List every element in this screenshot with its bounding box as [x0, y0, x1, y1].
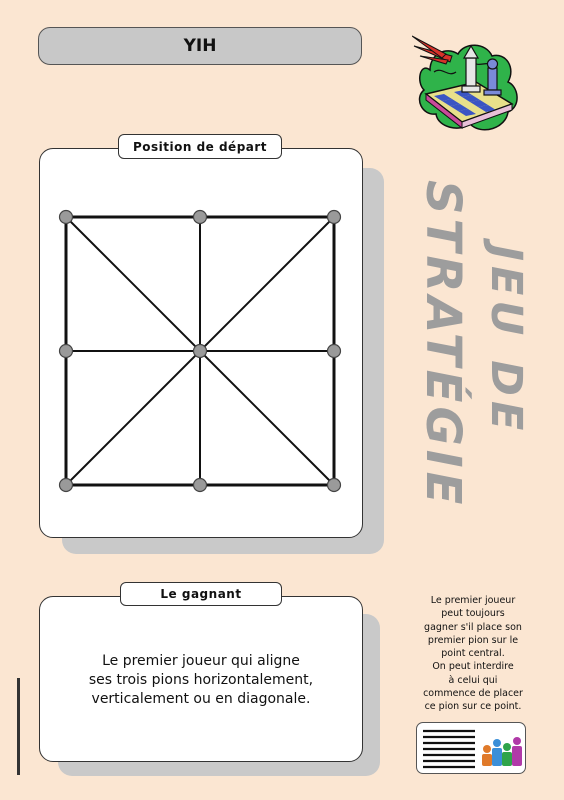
note-line: à celui qui [448, 674, 498, 686]
note-line: commence de placer [423, 688, 523, 700]
chess-board-logo-icon [412, 32, 522, 144]
players-badge-graphic [417, 723, 525, 773]
page-title: YIH [183, 36, 217, 56]
note-line: ce pion sur ce point. [424, 701, 522, 713]
side-title-line1: JEU DE [481, 245, 531, 436]
note-line: point central. [441, 648, 505, 660]
note-line: gagner s'il place son [424, 621, 522, 633]
winner-label [120, 582, 282, 606]
board-point-center[interactable] [194, 345, 207, 358]
yih-game-board [52, 203, 348, 499]
board-point-middle-left[interactable] [60, 345, 73, 358]
winner-rule-line: Le premier joueur qui aligne [102, 653, 300, 669]
board-point-bottom-right[interactable] [328, 479, 341, 492]
winner-rule-line: verticalement ou en diagonale. [91, 691, 311, 707]
winner-rule-text [40, 652, 362, 709]
players-icon [482, 737, 522, 766]
margin-mark [17, 678, 20, 775]
board-point-bottom-center[interactable] [194, 479, 207, 492]
board-point-top-left[interactable] [60, 211, 73, 224]
title-bar [38, 27, 362, 65]
winner-rule-line: ses trois pions horizontalement, [88, 672, 314, 688]
board-point-top-center[interactable] [194, 211, 207, 224]
winner-label-text: Le gagnant [160, 587, 242, 601]
note-line: On peut interdire [432, 661, 514, 673]
start-position-label-text: Position de départ [132, 139, 268, 154]
note-line: peut toujours [441, 608, 505, 620]
board-point-bottom-left[interactable] [60, 479, 73, 492]
start-position-label [118, 134, 282, 159]
board-point-middle-right[interactable] [328, 345, 341, 358]
strategy-note [408, 594, 538, 714]
text-lines-icon [423, 731, 475, 767]
players-badge [416, 722, 526, 774]
side-title-line2: STRATÉGIE [415, 180, 471, 509]
note-line: Le premier joueur [430, 595, 516, 606]
board-point-top-right[interactable] [328, 211, 341, 224]
note-line: premier pion sur le [427, 634, 519, 646]
